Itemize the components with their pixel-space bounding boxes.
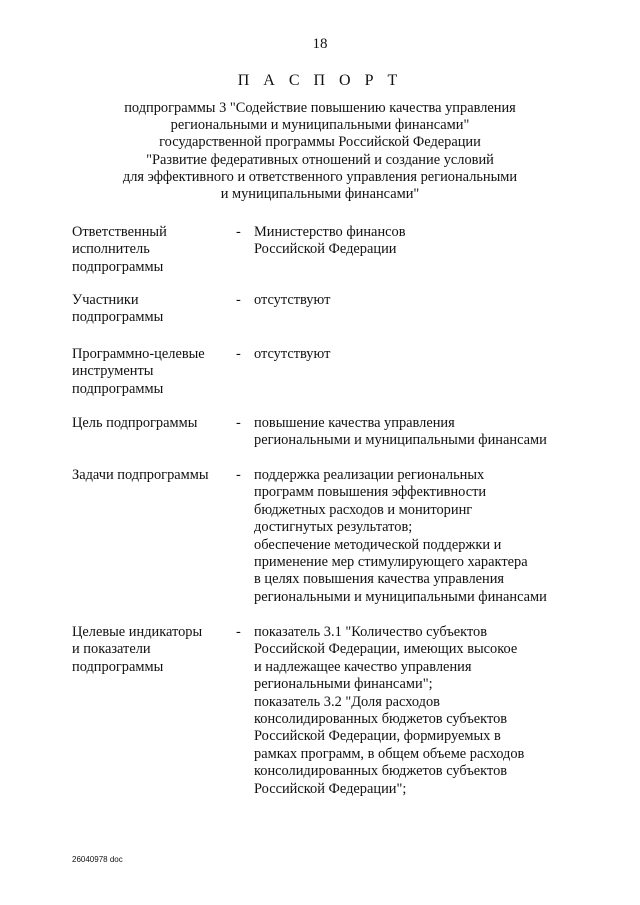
value-line: бюджетных расходов и мониторинг: [254, 501, 473, 518]
row-dash: -: [236, 224, 241, 240]
subtitle-line: для эффективного и ответственного управления региональными: [122, 168, 518, 185]
label-line: подпрограммы: [72, 380, 164, 397]
label-line: подпрограммы: [72, 309, 164, 326]
value-line: региональными финансами";: [254, 676, 433, 693]
label-line: Ответственный: [72, 224, 167, 240]
row-label: [72, 624, 232, 676]
value-line: повышение качества управления: [254, 415, 455, 431]
row-dash: -: [236, 624, 241, 640]
label-line: Целевые индикаторы: [72, 624, 203, 640]
subtitle-line: подпрограммы 3 "Содействие повышению качества управления: [124, 100, 516, 116]
label-line: Задачи подпрограммы: [72, 467, 209, 483]
subtitle-line: государственной программы Российской Федерации: [159, 134, 481, 151]
value-line: отсутствуют: [254, 292, 331, 308]
value-line: поддержка реализации региональных: [254, 467, 485, 483]
value-line: Российской Федерации";: [254, 780, 407, 797]
value-line: Российской Федерации: [254, 241, 397, 258]
value-line: отсутствуют: [254, 346, 331, 362]
value-line: достигнутых результатов;: [254, 519, 413, 536]
row-label: [72, 467, 232, 484]
value-line: применение мер стимулирующего характера: [254, 554, 528, 571]
value-line: и надлежащее качество управления: [254, 658, 472, 675]
row-dash: -: [236, 292, 241, 308]
row-value: [254, 624, 594, 798]
value-line: в целях повышения качества управления: [254, 571, 505, 588]
value-line: консолидированных бюджетов субъектов: [254, 763, 508, 780]
row-value: [254, 346, 594, 363]
value-line: Российской Федерации, формируемых в: [254, 728, 501, 745]
label-line: исполнитель: [72, 241, 150, 258]
value-line: Министерство финансов: [254, 224, 406, 240]
label-line: подпрограммы: [72, 658, 164, 675]
value-line: Российской Федерации, имеющих высокое: [254, 641, 518, 658]
label-line: подпрограммы: [72, 258, 164, 275]
document-title: П А С П О Р Т: [237, 72, 403, 89]
value-line: региональными и муниципальными финансами: [254, 588, 547, 605]
label-line: Программно-целевые: [72, 346, 205, 362]
row-value: [254, 224, 594, 259]
document-footer-code: 26040978 doc: [72, 855, 123, 864]
value-line: показатель 3.2 "Доля расходов: [254, 693, 440, 710]
value-line: программ повышения эффективности: [254, 484, 487, 501]
row-label: [72, 292, 232, 327]
value-line: региональными и муниципальными финансами: [254, 432, 547, 449]
row-dash: -: [236, 346, 241, 362]
subtitle-line: региональными и муниципальными финансами": [170, 117, 470, 134]
value-line: рамках программ, в общем объеме расходов: [254, 745, 525, 762]
row-value: [254, 467, 594, 606]
label-line: и показатели: [72, 641, 151, 658]
row-value: [254, 292, 594, 309]
row-value: [254, 415, 594, 450]
row-label: [72, 346, 232, 398]
document-subtitle: [0, 100, 640, 203]
subtitle-line: и муниципальными финансами": [220, 186, 420, 203]
value-line: консолидированных бюджетов субъектов: [254, 711, 508, 728]
subtitle-line: "Развитие федеративных отношений и создание условий: [146, 151, 494, 168]
row-label: [72, 415, 232, 432]
label-line: Участники: [72, 292, 139, 308]
row-label: [72, 224, 232, 276]
value-line: показатель 3.1 "Количество субъектов: [254, 624, 488, 640]
row-dash: -: [236, 415, 241, 431]
label-line: инструменты: [72, 363, 154, 380]
label-line: Цель подпрограммы: [72, 415, 198, 431]
row-dash: -: [236, 467, 241, 483]
value-line: обеспечение методической поддержки и: [254, 536, 502, 553]
page-number: 18: [312, 36, 328, 52]
